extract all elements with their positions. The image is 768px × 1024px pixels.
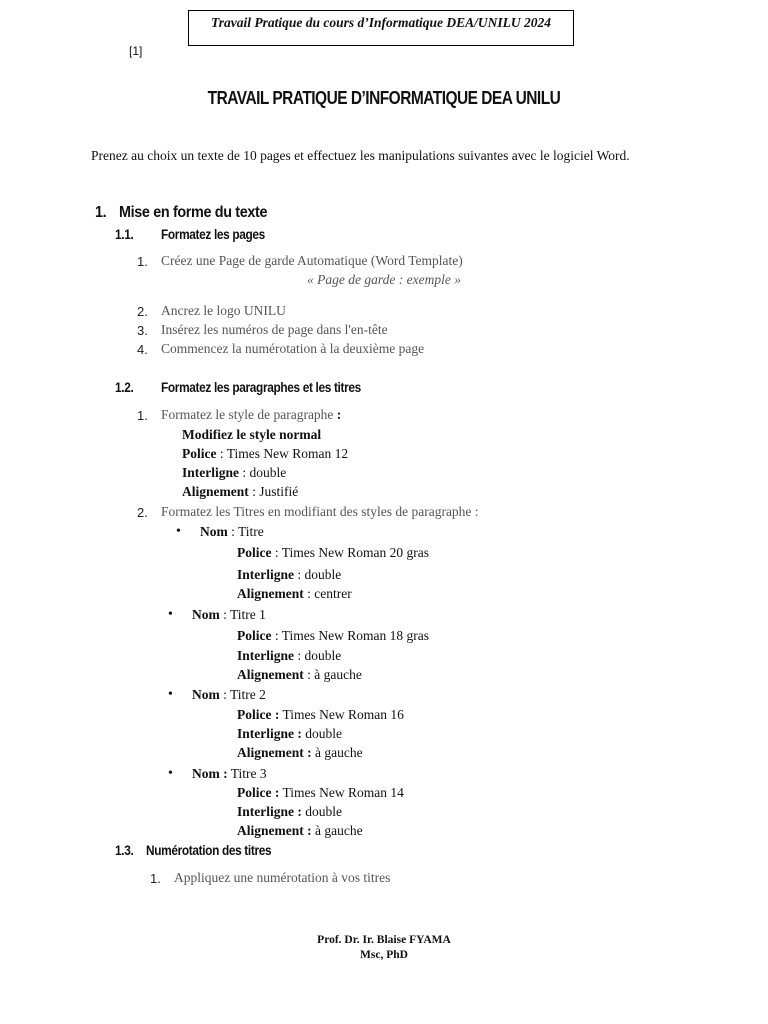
list-item-text: Formatez le style de paragraphe :	[161, 407, 342, 422]
list-item-number: 1.	[137, 254, 148, 269]
running-header: Travail Pratique du cours d’Informatique DEA/UNILU 2024	[188, 10, 574, 46]
list-item-text: Créez une Page de garde Automatique (Word Template)	[161, 253, 463, 268]
style-name: Nom : Titre	[200, 524, 264, 539]
style-property: Police : Times New Roman 20 gras	[237, 545, 429, 560]
section-1-1-title: Formatez les pages	[161, 227, 265, 242]
style-property: Interligne : double	[237, 804, 342, 819]
section-1-number: 1.	[95, 204, 107, 221]
bullet-icon: •	[176, 524, 181, 539]
example-caption: « Page de garde : exemple »	[307, 272, 461, 287]
style-property: Interligne : double	[237, 726, 342, 741]
style-property: Interligne : double	[237, 648, 342, 663]
style-property: Police : Times New Roman 12	[182, 446, 349, 461]
footer-author: Prof. Dr. Ir. Blaise FYAMA	[317, 934, 451, 946]
document-title: TRAVAIL PRATIQUE D’INFORMATIQUE DEA UNILU	[207, 88, 561, 108]
style-property: Alignement : à gauche	[237, 667, 362, 682]
bullet-icon: •	[168, 687, 173, 702]
section-1-2-number: 1.2.	[115, 380, 134, 395]
section-1-3-title: Numérotation des titres	[146, 843, 272, 858]
bullet-icon: •	[168, 766, 173, 781]
style-property: Alignement : centrer	[237, 586, 352, 601]
style-property: Interligne : double	[182, 465, 287, 480]
section-1-1-number: 1.1.	[115, 227, 134, 242]
list-item-text: Ancrez le logo UNILU	[161, 303, 286, 318]
intro-paragraph: Prenez au choix un texte de 10 pages et effectuez les manipulations suivantes avec le logiciel Word.	[91, 148, 630, 163]
list-item-text: Insérez les numéros de page dans l'en-tête	[161, 322, 388, 337]
style-property: Interligne : double	[237, 567, 342, 582]
section-1-title: Mise en forme du texte	[119, 204, 268, 221]
list-item-text: Commencez la numérotation à la deuxième page	[161, 341, 425, 356]
footer-degrees: Msc, PhD	[360, 949, 408, 961]
style-name: Nom : Titre 1	[192, 607, 266, 622]
style-property: Police : Times New Roman 18 gras	[237, 628, 429, 643]
style-name: Nom : Titre 2	[192, 687, 266, 702]
style-property: Police : Times New Roman 16	[237, 707, 404, 722]
section-1-3-number: 1.3.	[115, 843, 134, 858]
list-item-number: 1.	[137, 408, 148, 423]
modify-style-label: Modifiez le style normal	[182, 427, 322, 442]
section-1-2-title: Formatez les paragraphes et les titres	[161, 380, 361, 395]
list-item-number: 3.	[137, 323, 148, 338]
list-item-number: 1.	[150, 871, 161, 886]
style-property: Police : Times New Roman 14	[237, 785, 404, 800]
style-property: Alignement : à gauche	[237, 823, 363, 838]
list-item-number: 2.	[137, 304, 148, 319]
page-number: [1]	[129, 44, 143, 58]
list-item-text: Appliquez une numérotation à vos titres	[174, 870, 391, 885]
style-name: Nom : Titre 3	[192, 766, 267, 781]
style-property: Alignement : à gauche	[237, 745, 363, 760]
bullet-icon: •	[168, 607, 173, 622]
style-property: Alignement : Justifié	[182, 484, 299, 499]
list-item-text: Formatez les Titres en modifiant des styles de paragraphe :	[161, 504, 479, 519]
list-item-number: 2.	[137, 505, 148, 520]
list-item-number: 4.	[137, 342, 148, 357]
